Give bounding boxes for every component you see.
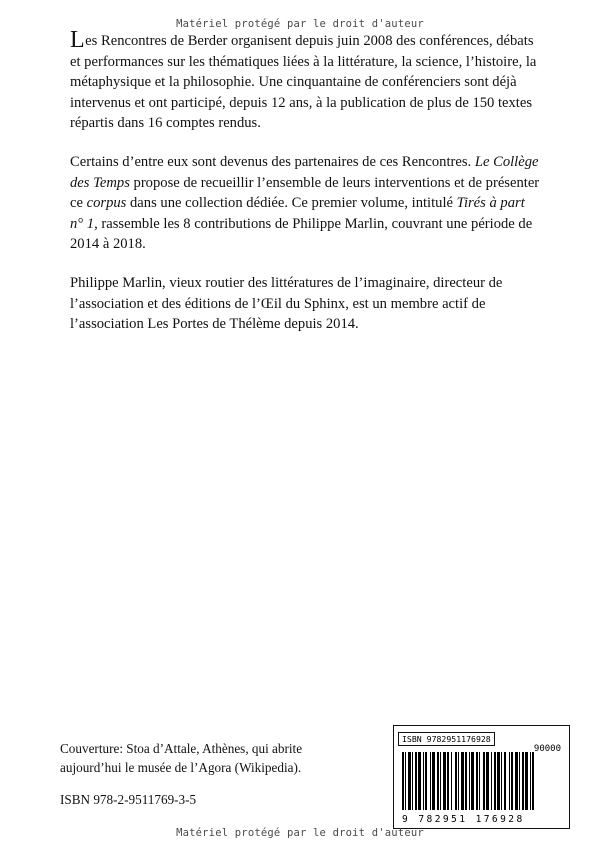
barcode-bars: [402, 752, 563, 810]
barcode-block: [393, 725, 570, 829]
cover-credit-line-1: Couverture: Stoa d’Attale, Athènes, qui abrite: [60, 741, 303, 756]
footer-credits: [60, 739, 390, 809]
copyright-watermark-top: Matériel protégé par le droit d'auteur: [176, 18, 424, 30]
cover-credit-line-2: aujourd’hui le musée de l’Agora (Wikipedia).: [60, 760, 302, 775]
barcode-addon-label: 90000: [533, 744, 561, 754]
blurb-paragraph-3: Philippe Marlin, vieux routier des littératures de l’imaginaire, directeur de l’association et des éditions de l’Œil du Sphinx, est un membre actif de l’association Les Portes de Thélème depuis 2014.: [70, 274, 503, 333]
blurb-p2-part-2: propose de recueillir l’ensemble de leurs interventions et de présenter ce: [70, 174, 540, 212]
blurb-text-block: [70, 27, 540, 335]
drop-cap-letter: L: [70, 27, 85, 53]
blurb-p2-part-3: dans une collection dédiée. Ce premier volume, intitulé: [126, 195, 457, 212]
blurb-p2-part-4: , rassemble les 8 contributions de Philippe Marlin, couvrant une période de 2014 à 2018.: [70, 215, 533, 253]
blurb-p2-part-1: Certains d’entre eux sont devenus des partenaires de ces Rencontres.: [70, 153, 475, 170]
blurb-p2-italic-corpus: corpus: [86, 195, 127, 212]
barcode-digits: 9 782951 176928: [402, 814, 525, 825]
blurb-p2-italic-collection-title: Le Collège des Temps: [70, 153, 539, 191]
blurb-p2-italic-volume-title: Tirés à part n° 1: [70, 195, 525, 232]
blurb-paragraph-2: [70, 152, 540, 255]
blurb-paragraph-1-text: es Rencontres de Berder organisent depuis juin 2008 des conférences, débats et performances sur les thématiques liées à la littérature, la science, l’histoire, la métaphysique et la philosophie. Une cinquantaine de conférenciers sont déjà intervenus et ont participé, depuis 12 ans, à la publication de plus de 150 textes répartis dans 16 comptes rendus.: [70, 33, 537, 132]
isbn-text: ISBN 978-2-9511769-3-5: [60, 792, 197, 807]
copyright-watermark-bottom: Matériel protégé par le droit d'auteur: [176, 827, 424, 839]
blurb-paragraph-1: [70, 27, 540, 134]
barcode-isbn-label: ISBN 9782951176928: [398, 732, 495, 746]
